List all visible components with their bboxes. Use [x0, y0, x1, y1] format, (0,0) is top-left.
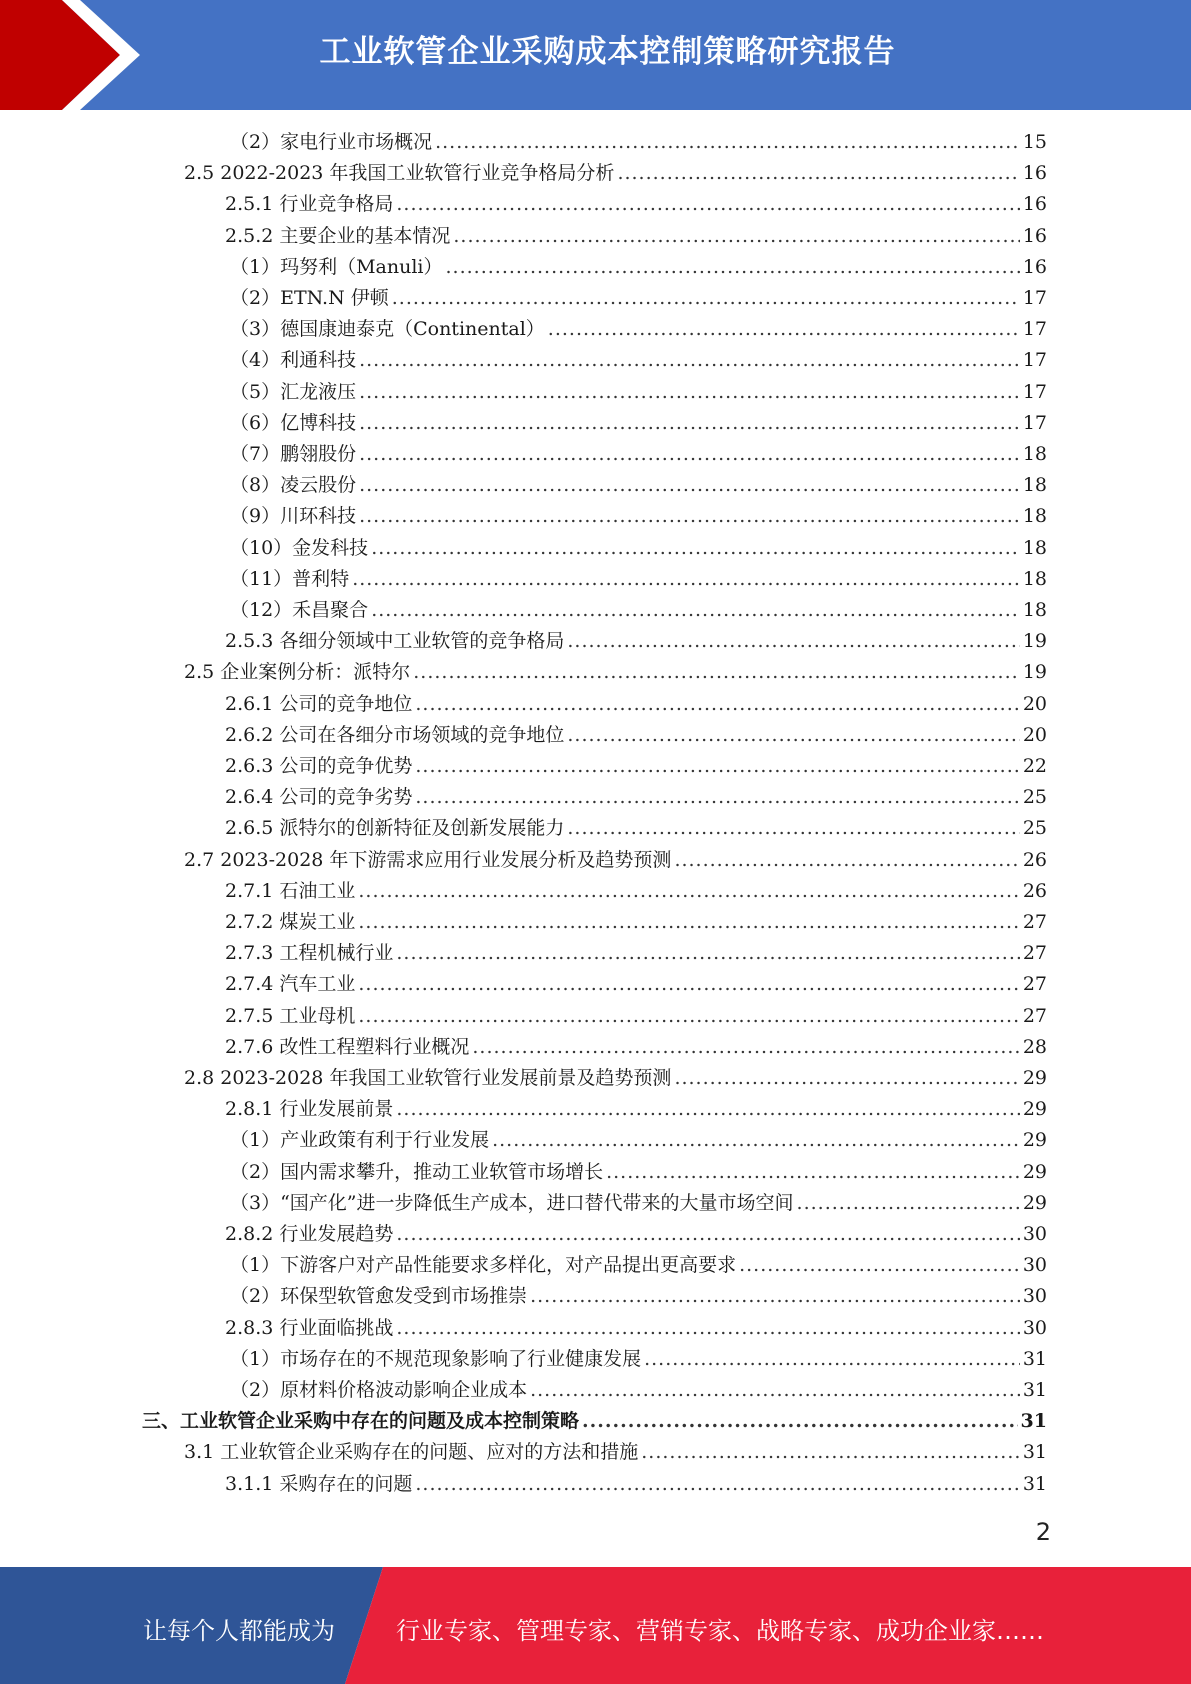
toc-entry[interactable] — [230, 408, 1047, 439]
toc-entry-page: 18 — [1022, 599, 1047, 621]
toc-entry-page: 18 — [1022, 505, 1047, 528]
toc-dot-leader — [415, 755, 1019, 777]
toc-dot-leader — [396, 1223, 1019, 1245]
toc-entry[interactable] — [230, 564, 1047, 595]
toc-entry[interactable] — [225, 1032, 1047, 1063]
toc-entry[interactable] — [225, 751, 1047, 782]
toc-entry[interactable] — [230, 377, 1047, 408]
toc-dot-leader — [358, 911, 1019, 933]
toc-dot-leader — [358, 1005, 1019, 1027]
toc-entry-label: 2.6.1 公司的竞争地位 — [225, 692, 413, 715]
toc-entry-label: （2）国内需求攀升，推动工业软管市场增长 — [230, 1160, 604, 1183]
toc-dot-leader — [530, 1379, 1020, 1401]
toc-entry[interactable] — [184, 845, 1047, 876]
toc-dot-leader — [446, 256, 1020, 278]
page-footer — [0, 1567, 1191, 1684]
toc-entry[interactable] — [225, 689, 1047, 720]
toc-entry-page: 18 — [1022, 536, 1047, 559]
toc-entry[interactable] — [230, 501, 1047, 532]
toc-dot-leader — [396, 942, 1019, 964]
toc-entry-page: 29 — [1022, 1191, 1047, 1214]
toc-entry[interactable] — [225, 907, 1047, 938]
toc-dot-leader — [739, 1254, 1020, 1276]
page-number: 2 — [1035, 1518, 1051, 1546]
toc-entry[interactable] — [225, 876, 1047, 907]
toc-entry-label: （7）鹏翎股份 — [230, 443, 357, 465]
toc-entry-label: （12）禾昌聚合 — [230, 599, 369, 621]
toc-dot-leader — [352, 568, 1020, 590]
toc-entry-label: 3.1.1 采购存在的问题 — [225, 1472, 413, 1495]
toc-entry[interactable] — [225, 720, 1047, 751]
toc-dot-leader — [548, 318, 1020, 340]
toc-entry-label: 2.5.2 主要企业的基本情况 — [225, 224, 451, 247]
toc-dot-leader — [674, 1067, 1019, 1089]
toc-entry-label: （1）玛努利（Manuli） — [230, 255, 443, 278]
toc-entry[interactable] — [230, 533, 1047, 564]
toc-entry[interactable] — [142, 1406, 1047, 1437]
toc-entry-label: （1）产业政策有利于行业发展 — [230, 1129, 490, 1152]
toc-entry[interactable] — [230, 1250, 1047, 1281]
toc-entry-label: （9）川环科技 — [230, 505, 357, 528]
toc-entry-page: 31 — [1022, 1441, 1047, 1464]
toc-entry-label: 2.8 2023-2028 年我国工业软管行业发展前景及趋势预测 — [184, 1067, 672, 1089]
toc-entry-label: 2.8.1 行业发展前景 — [225, 1098, 394, 1121]
toc-entry-page: 17 — [1022, 287, 1047, 309]
toc-entry[interactable] — [184, 1437, 1047, 1468]
toc-entry-page: 30 — [1022, 1316, 1047, 1339]
toc-entry-page: 27 — [1022, 973, 1047, 996]
toc-dot-leader — [359, 349, 1020, 371]
toc-entry-label: （3）德国康迪泰克（Continental） — [230, 318, 545, 341]
toc-entry-label: 2.7.5 工业母机 — [225, 1004, 356, 1027]
toc-entry[interactable] — [225, 1094, 1047, 1125]
toc-dot-leader — [415, 786, 1019, 808]
toc-entry-page: 19 — [1022, 661, 1047, 684]
toc-entry[interactable] — [230, 1281, 1047, 1312]
toc-dot-leader — [359, 474, 1020, 496]
toc-dot-leader — [359, 443, 1020, 465]
toc-entry-label: 2.7.2 煤炭工业 — [225, 911, 356, 933]
toc-entry-page: 16 — [1022, 162, 1047, 185]
toc-dot-leader — [453, 225, 1019, 247]
toc-entry[interactable] — [230, 1344, 1047, 1375]
toc-dot-leader — [641, 1441, 1020, 1463]
toc-dot-leader — [413, 661, 1020, 683]
toc-entry-page: 17 — [1022, 318, 1047, 341]
toc-entry-label: 2.6.5 派特尔的创新特征及创新发展能力 — [225, 817, 565, 840]
toc-dot-leader — [567, 630, 1019, 652]
toc-entry-page: 16 — [1022, 193, 1047, 216]
toc-entry[interactable] — [225, 782, 1047, 813]
toc-entry[interactable] — [225, 626, 1047, 657]
toc-entry-page: 22 — [1022, 755, 1047, 777]
toc-dot-leader — [530, 1285, 1020, 1307]
toc-entry-label: 2.5.1 行业竞争格局 — [225, 193, 394, 216]
toc-entry-page: 29 — [1022, 1098, 1047, 1121]
toc-entry-page: 15 — [1022, 131, 1047, 153]
toc-dot-leader — [617, 162, 1019, 184]
toc-entry[interactable] — [225, 938, 1047, 969]
toc-dot-leader — [606, 1161, 1020, 1183]
toc-entry-page: 25 — [1022, 817, 1047, 840]
toc-entry[interactable] — [230, 345, 1047, 376]
toc-entry-page: 29 — [1022, 1160, 1047, 1183]
toc-entry-label: （3）“国产化”进一步降低生产成本，进口替代带来的大量市场空间 — [230, 1191, 794, 1214]
toc-entry[interactable] — [230, 283, 1047, 314]
toc-dot-leader — [396, 1098, 1019, 1120]
toc-entry-label: （2）原材料价格波动影响企业成本 — [230, 1379, 528, 1401]
toc-entry-label: （2）ETN.N 伊顿 — [230, 287, 389, 309]
toc-entry-page: 27 — [1022, 1004, 1047, 1027]
toc-entry-label: （2）家电行业市场概况 — [230, 131, 433, 153]
toc-entry-label: 三、工业软管企业采购中存在的问题及成本控制策略 — [142, 1410, 580, 1433]
toc-entry[interactable] — [184, 1063, 1047, 1094]
toc-entry[interactable] — [225, 813, 1047, 844]
toc-entry[interactable] — [230, 1375, 1047, 1406]
toc-entry-label: （2）环保型软管愈发受到市场推崇 — [230, 1285, 528, 1308]
toc-entry-page: 16 — [1022, 255, 1047, 278]
toc-entry-label: 2.7 2023-2028 年下游需求应用行业发展分析及趋势预测 — [184, 848, 672, 871]
toc-dot-leader — [359, 412, 1020, 434]
toc-entry[interactable] — [230, 252, 1047, 283]
toc-dot-leader — [797, 1192, 1020, 1214]
footer-slogan-right: 行业专家、管理专家、营销专家、战略专家、成功企业家…… — [396, 1617, 1044, 1645]
toc-entry-page: 30 — [1022, 1285, 1047, 1308]
toc-entry-page: 30 — [1022, 1223, 1047, 1245]
toc-entry-page: 31 — [1022, 1347, 1047, 1370]
toc-entry-label: 2.7.4 汽车工业 — [225, 973, 356, 996]
toc-entry-label: 2.5 2022-2023 年我国工业软管行业竞争格局分析 — [184, 162, 615, 185]
toc-dot-leader — [492, 1129, 1020, 1151]
toc-dot-leader — [415, 1473, 1019, 1495]
toc-entry[interactable] — [184, 158, 1047, 189]
toc-entry[interactable] — [230, 470, 1047, 501]
toc-entry-label: （8）凌云股份 — [230, 474, 357, 497]
toc-entry-label: （5）汇龙液压 — [230, 380, 357, 403]
toc-entry-label: 2.8.3 行业面临挑战 — [225, 1316, 394, 1339]
toc-entry-page: 20 — [1022, 723, 1047, 746]
toc-entry-label: 3.1 工业软管企业采购存在的问题、应对的方法和措施 — [184, 1441, 639, 1464]
toc-entry-page: 29 — [1022, 1129, 1047, 1152]
toc-entry[interactable] — [230, 1157, 1047, 1188]
toc-entry[interactable] — [230, 439, 1047, 470]
toc-entry-page: 17 — [1022, 380, 1047, 403]
toc-entry-label: （11）普利特 — [230, 567, 350, 590]
toc-entry-label: 2.8.2 行业发展趋势 — [225, 1223, 394, 1245]
toc-dot-leader — [415, 693, 1019, 715]
footer-slogan-left: 让每个人都能成为 — [143, 1617, 335, 1645]
toc-entry[interactable] — [225, 1219, 1047, 1250]
toc-dot-leader — [359, 505, 1020, 527]
toc-entry[interactable] — [225, 1313, 1047, 1344]
toc-entry-label: 2.6.4 公司的竞争劣势 — [225, 786, 413, 809]
toc-entry-page: 18 — [1022, 443, 1047, 465]
toc-entry[interactable] — [225, 221, 1047, 252]
toc-entry-page: 31 — [1020, 1410, 1047, 1433]
report-title: 工业软管企业采购成本控制策略研究报告 — [319, 34, 896, 70]
toc-entry-page: 18 — [1022, 474, 1047, 497]
toc-entry[interactable] — [230, 127, 1047, 158]
toc-entry-label: 2.5.3 各细分领域中工业软管的竞争格局 — [225, 630, 565, 653]
toc-entry[interactable] — [230, 314, 1047, 345]
toc-dot-leader — [392, 287, 1020, 309]
toc-entry-page: 30 — [1022, 1254, 1047, 1277]
toc-entry[interactable] — [225, 969, 1047, 1000]
toc-entry-page: 26 — [1022, 879, 1047, 902]
toc-dot-leader — [567, 817, 1019, 839]
toc-dot-leader — [396, 193, 1019, 215]
toc-entry[interactable] — [230, 1125, 1047, 1156]
toc-dot-leader — [582, 1410, 1018, 1432]
toc-entry-page: 17 — [1022, 411, 1047, 434]
toc-dot-leader — [644, 1348, 1020, 1370]
toc-dot-leader — [358, 973, 1019, 995]
toc-entry-page: 29 — [1022, 1067, 1047, 1089]
toc-entry-page: 18 — [1022, 567, 1047, 590]
toc-dot-leader — [358, 880, 1019, 902]
toc-entry-page: 17 — [1022, 349, 1047, 372]
toc-entry-page: 28 — [1022, 1035, 1047, 1058]
toc-dot-leader — [435, 131, 1020, 153]
toc-entry-label: 2.5 企业案例分析：派特尔 — [184, 661, 411, 684]
toc-dot-leader — [396, 1317, 1019, 1339]
toc-dot-leader — [472, 1036, 1019, 1058]
toc-entry-label: 2.6.3 公司的竞争优势 — [225, 755, 413, 777]
toc-dot-leader — [371, 537, 1020, 559]
toc-dot-leader — [371, 599, 1020, 621]
toc-entry-label: 2.6.2 公司在各细分市场领域的竞争地位 — [225, 723, 565, 746]
toc-entry[interactable] — [230, 1188, 1047, 1219]
toc-entry[interactable] — [230, 595, 1047, 626]
toc-entry-page: 25 — [1022, 786, 1047, 809]
toc-entry-label: 2.7.6 改性工程塑料行业概况 — [225, 1035, 470, 1058]
toc-entry-label: 2.7.1 石油工业 — [225, 879, 356, 902]
toc-entry-label: （1）下游客户对产品性能要求多样化，对产品提出更高要求 — [230, 1254, 737, 1277]
toc-entry[interactable] — [225, 1469, 1047, 1500]
toc-entry[interactable] — [225, 1001, 1047, 1032]
toc-entry-page: 31 — [1022, 1472, 1047, 1495]
toc-entry-label: （1）市场存在的不规范现象影响了行业健康发展 — [230, 1347, 642, 1370]
page-header — [0, 0, 1191, 110]
toc-entry-label: （4）利通科技 — [230, 349, 357, 372]
toc-entry-page: 19 — [1022, 630, 1047, 653]
toc-entry-page: 16 — [1022, 224, 1047, 247]
toc-entry-page: 20 — [1022, 692, 1047, 715]
toc-entry-label: 2.7.3 工程机械行业 — [225, 942, 394, 965]
toc-entry-label: （10）金发科技 — [230, 536, 369, 559]
toc-dot-leader — [567, 724, 1019, 746]
toc-entry-page: 26 — [1022, 848, 1047, 871]
toc-entry[interactable] — [184, 657, 1047, 688]
toc-dot-leader — [359, 381, 1020, 403]
toc-entry-label: （6）亿博科技 — [230, 411, 357, 434]
toc-entry-page: 27 — [1022, 911, 1047, 933]
toc-entry-page: 27 — [1022, 942, 1047, 965]
toc-dot-leader — [674, 849, 1019, 871]
toc-entry-page: 31 — [1022, 1379, 1047, 1401]
toc-entry[interactable] — [225, 189, 1047, 220]
